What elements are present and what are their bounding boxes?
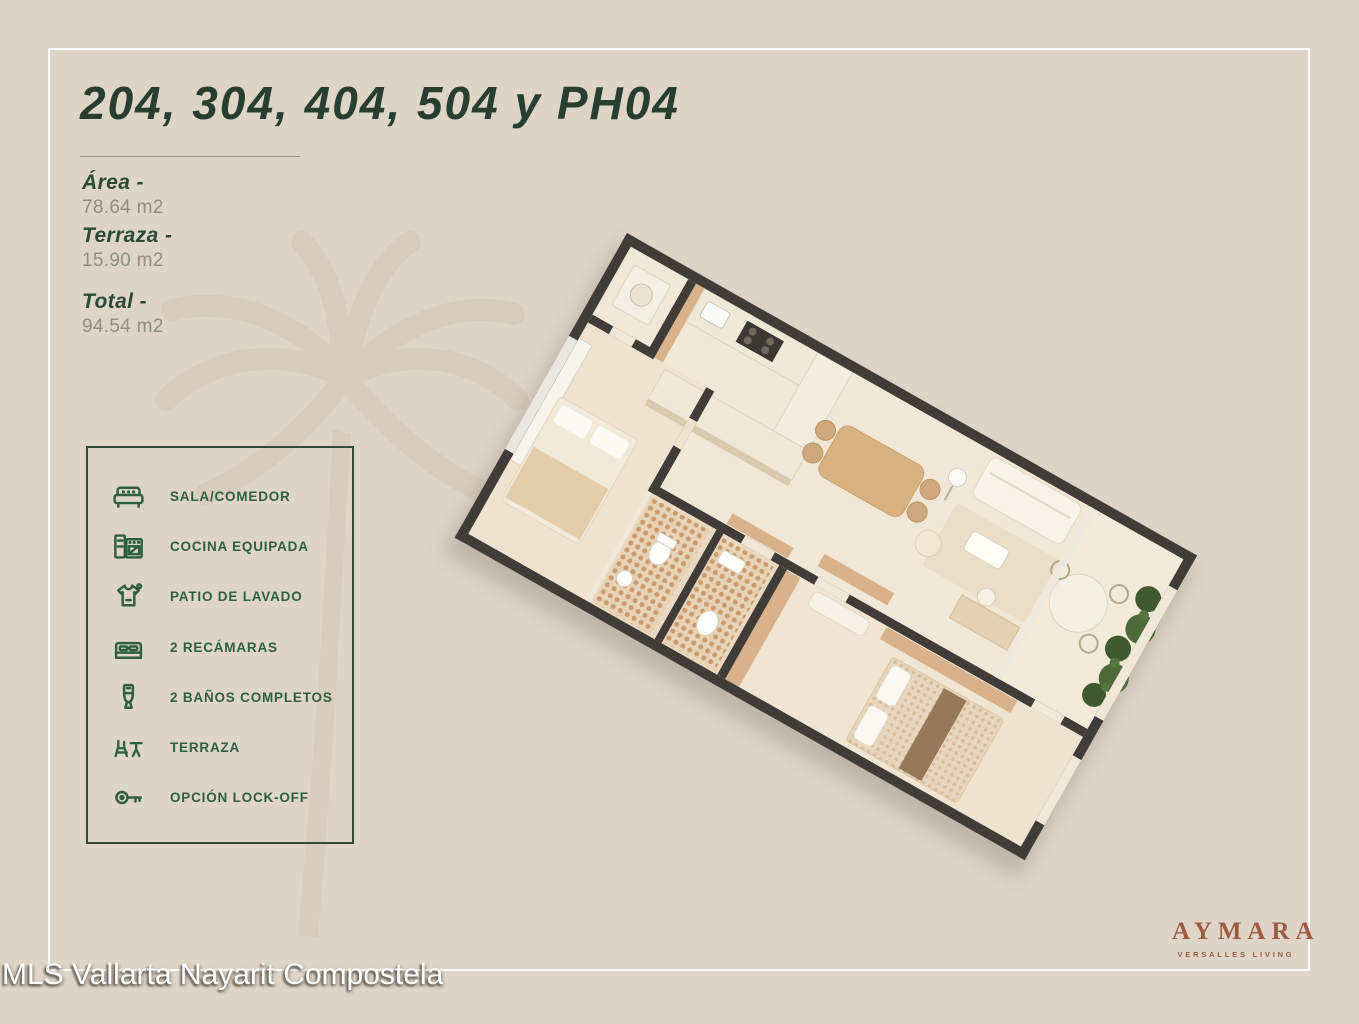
- brand-name: AYMARA: [1172, 918, 1320, 945]
- stat-value: 94.54 m2: [82, 316, 164, 338]
- legend-label: COCINA EQUIPADA: [170, 538, 309, 554]
- amenities-legend: [86, 446, 354, 844]
- legend-label: PATIO DE LAVADO: [170, 589, 303, 605]
- stat-total: [82, 289, 172, 339]
- legend-label: 2 RECÁMARAS: [170, 639, 278, 655]
- legend-item-lockoff: [88, 773, 352, 823]
- sofa-icon: [106, 479, 150, 514]
- legend-item-cocina: [88, 521, 352, 571]
- legend-label: OPCIÓN LOCK-OFF: [170, 790, 309, 806]
- stat-label: Total -: [82, 290, 148, 313]
- stat-area: [82, 170, 172, 220]
- bed-icon: [106, 630, 150, 665]
- brand-logo: [1168, 918, 1320, 959]
- legend-item-banos: [88, 672, 352, 722]
- kitchen-icon: [106, 529, 150, 564]
- stat-label: Terraza -: [82, 224, 173, 247]
- legend-label: SALA/COMEDOR: [170, 488, 291, 504]
- mls-watermark: MLS Vallarta Nayarit Compostela: [2, 958, 444, 991]
- stat-value: 78.64 m2: [82, 197, 164, 219]
- legend-item-patio-lavado: [88, 572, 352, 622]
- stat-terraza: [82, 223, 172, 273]
- legend-label: TERRAZA: [170, 740, 241, 756]
- laundry-icon: [106, 579, 150, 614]
- terrace-icon: [106, 730, 150, 765]
- brand-tagline: VERSALLES LIVING: [1177, 950, 1295, 959]
- area-stats: [82, 170, 172, 342]
- toilet-icon: [106, 680, 150, 715]
- stat-value: 15.90 m2: [82, 250, 164, 272]
- key-icon: [106, 780, 150, 815]
- page-title: 204, 304, 404, 504 y PH04: [80, 77, 680, 129]
- title-divider: [80, 156, 300, 157]
- legend-label: 2 BAÑOS COMPLETOS: [170, 689, 333, 705]
- legend-item-terraza: [88, 722, 352, 772]
- legend-item-sala-comedor: [88, 471, 352, 521]
- stat-label: Área -: [82, 171, 144, 194]
- legend-item-recamaras: [88, 622, 352, 672]
